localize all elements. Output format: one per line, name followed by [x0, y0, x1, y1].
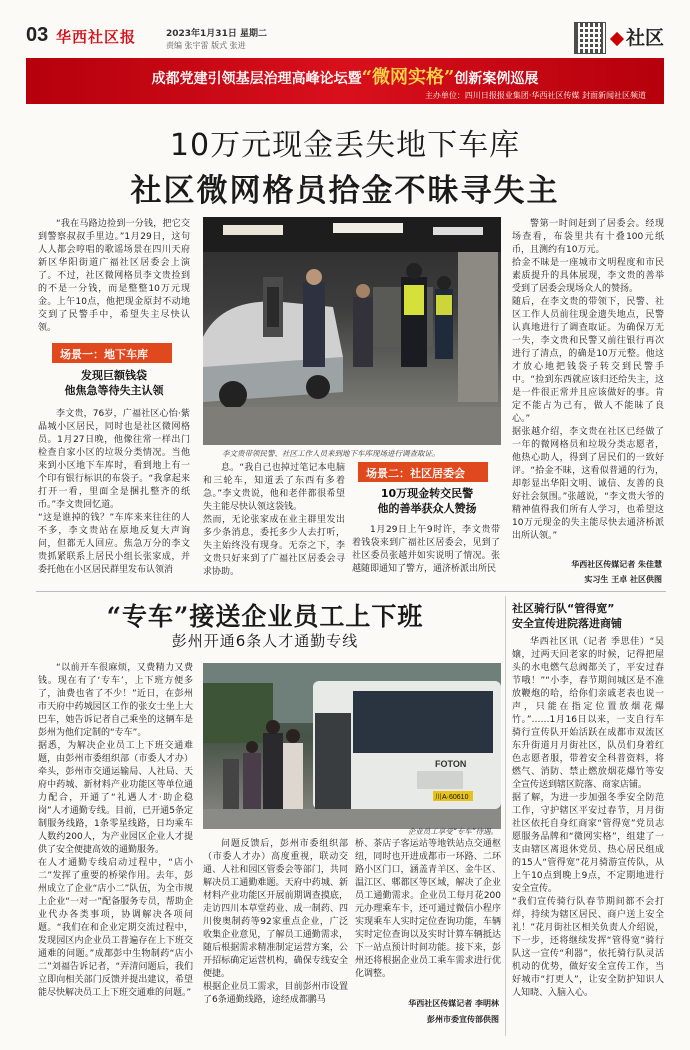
section-mark-icon: [610, 31, 624, 45]
story1-col-b-text: 息。“我自己也掉过笔记本电脑和三轮车，知道丢了东西有多着急。”李文贵说，他和老伴都很希望失主能尽快认领这袋钱。 然而，无论张家成在业主群里发出多少条消息，委托多少人去打听，失主始终没有现身。无奈之下，李文贵只好来到了广福社区居委会寻求协助。: [203, 463, 345, 577]
story3-headline-line2: 安全宣传进院落进商铺: [512, 617, 622, 630]
parking-garage-scene-icon: [203, 217, 501, 445]
column-divider: [505, 596, 506, 1036]
story1-photo-caption: 李文贵带领民警、社区工作人员来到地下车库现场进行调查取证。: [222, 449, 440, 458]
story2-col-a: [38, 662, 193, 1040]
story2-col-b-text: 问题反馈后，彭州市委组织部（市委人才办）高度重视，联动交通、人社和园区管委会等部门，共同解决员工通勤难题。天府中药城、新材料产业功能区开展前期调查摸底，走访四川本草堂药业、成一制药、四川俊奥制药等92家重点企业，广泛收集企业意见，了解员工通勤需求，随后根据需求精准制定运营方案，公开招标确定运营机构，确保专线安全便捷。 根据企业员工需求，目前彭州市设置了6条通勤线路，途经成都鹏马: [203, 839, 348, 1005]
story1-photo: [203, 217, 501, 445]
masthead: [26, 22, 666, 56]
editors: 责编 张宇雷 版式 张进: [166, 41, 246, 50]
scene1-tag: 场景一：地下车库: [52, 343, 172, 363]
banner-title-post: 创新案例巡展: [454, 71, 539, 87]
newspaper-name: 华西社区报: [56, 28, 137, 46]
story2-headline-line1: “专车”接送企业员工上下班: [106, 602, 424, 631]
story1-col-d: [512, 218, 664, 554]
story1-col-c-text: 1月29日上午9时许，李文贵带着钱袋来到广福社区居委会，见到了社区委员张越并如实说明了情况。张越随即通知了警方，通济桥派出所民: [352, 525, 500, 574]
story2-headline-line2: 彭州开通6条人才通勤专线: [171, 632, 359, 650]
story1-byline-photo: 实习生 王卓 社区供图: [584, 575, 662, 584]
story2-col-b: [203, 838, 348, 1038]
story3-body: [512, 636, 664, 1038]
story1-headline-line2: 社区微网格员拾金不昧寻失主: [130, 173, 560, 209]
svg-text:FOTON: FOTON: [435, 759, 467, 769]
story1-col-d-text: 警第一时间赶到了居委会。经现场查看，布袋里共有十叠100元纸币，且测约有10万元。 拾金不昧是一座城市文明程度和市民素质提升的具体展现，李文贵的善举受到了居委会现场众人的赞扬。 随后，在李文贵的带领下，民警、社区工作人员前往现金遗失地点，民警认真地进行了调查取证。为确保万无一失，李文贵和民警又前往银行再次进行了清点，的确是10万元整。他这才放心地把钱袋子转交到民警手中。“捡到东西就应该归还给失主，这是一件很正常并且应该做好的事。肯定不能占为己有，做人不能昧了良心。” 据张越介绍，李文贵在社区已经做了一年的微网格员和垃圾分类志愿者，他热心助人，得到了居民们的一致好评。“拾金不昧，这看似普通的行为，却彰显出华阳文明、诚信、友善的良好社会氛围。”张越说，“李文贵大爷的精神值得我们所有人学习，也希望这10万元现金的失主能尽快去通济桥派出所认领。”: [512, 219, 664, 541]
story1-headline-line1: 10万元现金丢失地下车库: [169, 128, 521, 163]
qr-code-icon: [574, 22, 606, 54]
story1-col-c: [352, 524, 500, 590]
banner-sponsors: 主办单位：四川日报报业集团·华西社区传媒 封面新闻社区频道: [424, 91, 646, 100]
commuter-bus-scene-icon: [203, 663, 501, 829]
section-label: 社区: [626, 27, 665, 49]
story1-col-a: [38, 408, 190, 590]
page-number: 03: [26, 24, 49, 46]
scene2-heading: 10万现金转交民警 他的善举获众人赞扬: [377, 487, 477, 515]
story1-lead-text: “我在马路边捡到一分钱，把它交到警察叔叔手里边。”1月29日，这句人人都会哼唱的歌谣场景在四川天府新区华阳街道广福社区居委会上演了。不过，社区微网格员李文贵捡到的不是一分钱，而是整整10万元现金。上午10点，他把现金原封不动地交到了民警手中，希望失主尽快认领。: [38, 219, 190, 333]
story1-byline-reporter: 华西社区传媒记者 朱佳慧: [571, 560, 662, 569]
story2-byline-photo: 彭州市委宣传部供图: [427, 1015, 499, 1024]
scene1-heading: 发现巨额钱袋 他焦急等待失主认领: [64, 369, 164, 397]
banner-title: [26, 63, 664, 89]
dateline: 2023年1月31日 星期二: [166, 29, 267, 39]
story2-col-c: [355, 838, 501, 990]
story3-body-text: 华西社区讯（记者 季思佳）“吴嬢，过两天回老家的时候，记得把屋头的水电燃气总阀都关了，平安过春节哦！”“小李，春节期间城区是不准放鞭炮的哈，给你们亲戚老表也说一声，只能在指定位置放烟花爆竹。”……1月16日以来，一支自行车骑行宣传队开始活跃在成都市双流区东升街道月月街社区，队员们身着红色志愿者服，带着安全科普资料，将燃气、消防、禁止燃放烟花爆竹等安全宣传送到辖区院落、商家店铺。 据了解，为进一步加强冬季安全防范工作，守护辖区平安过春节，月月街社区依托自身红商家“管得宽”党员志愿服务品牌和“微网实格”，组建了一支由辖区离退休党员、热心居民组成的15人“管得宽”花月骑游宣传队，从上午10点到晚上9点，不定期地进行安全宣传。 “我们宣传骑行队春节期间都不会打烊，持续为辖区居民、商户送上安全礼！”花月街社区相关负责人介绍说，下一步，还将继续发挥“管得宽”骑行队这一宣传“利器”，依托骑行队灵活机动的优势，做好安全宣传工作，当好城市“打更人”，让安全防护知识人人知晓、入脑入心。: [512, 637, 664, 998]
event-banner: [26, 58, 664, 104]
story2-col-c-text: 桥、茶店子客运站等地铁站点交通枢纽，同时也开进成都市一环路、二环路小区门口，涵盖青羊区、金牛区、温江区、郫都区等区域，解决了企业员工通勤需求。企业员工每月花200元办理乘车卡，还可通过微信小程序实现乘车人实时定位查询功能，车辆实时定位查询以及实时计算车辆抵达下一站点预计时间功能。接下来，彭州还将根据企业员工乘车需求进行优化调整。: [355, 839, 501, 979]
story1-col-b: [203, 462, 345, 590]
story1-lead: [38, 218, 190, 338]
story1-col-a-text: 李文贵，76岁，广福社区心怡·紫晶城小区居民，同时也是社区微网格员。1月27日晚，他像往常一样出门检查自家小区的垃圾分类情况。当他来到小区地下车库时，看到地上有一个印有银行标识的布袋子。“我拿起来打开一看，里面全是捆扎整齐的纸币。”李文贵回忆道。 “这是谁掉的钱？”车库来来往往的人不多，李文贵站在原地反复大声询问，但都无人回应。焦急万分的李文贵抓紧联系上居民小组长张家成，并委托他在小区居民群里发布认领消: [38, 409, 190, 575]
section-divider: [36, 591, 666, 592]
banner-title-highlight: “微网实格”: [361, 67, 455, 88]
story2-col-a-text: “以前开车很麻烦，又费精力又费钱。现在有了‘专车’，上下班方便多了，油费也省了不少！”近日，在彭州市天府中药城园区工作的张女士坐上大巴车，她告诉记者自己乘坐的这辆车是彭州为他们定制的“专车”。 据悉，为解决企业员工上下班交通难题，由彭州市委组织部（市委人才办）牵头，彭州市交通运输局、人社局、天府中药城、新材料产业功能区等单位通力配合，开通了“礼遇人才·助企稳岗”人才通勤专线。目前，已开通5条定制服务线路，1条零星线路，日均乘车人数约200人，为产业园区企业人才提供了安全便捷高效的通勤服务。 在人才通勤专线启动过程中，“店小二”发挥了重要的桥梁作用。去年，彭州成立了企业“店小二”队伍，为全市规上企业“一对一”配备服务专员，帮助企业代办各类事项，协调解决各项问题。“我们在和企业定期交流过程中，发现园区内企业员工普遍存在上下班交通难的问题。”成都彭中生物制药“店小二”刘福告诉记者，“弄清问题后，我们立即向相关部门反馈并提出建议，希望能尽快解决员工上下班交通难的问题。”: [38, 663, 193, 998]
story2-byline-reporter: 华西社区传媒记者 李明林: [408, 999, 499, 1008]
bus-plate: 川A·60610: [435, 794, 469, 801]
story2-photo: [203, 663, 501, 829]
banner-title-pre: 成都党建引领基层治理高峰论坛暨: [151, 71, 362, 87]
scene2-tag: 场景二：社区居委会: [358, 462, 488, 482]
story2-photo-caption: 企业员工享受“专车”待遇。: [407, 827, 498, 836]
section-name: [612, 23, 664, 50]
story3-headline-line1: 社区骑行队“管得宽”: [512, 602, 615, 615]
